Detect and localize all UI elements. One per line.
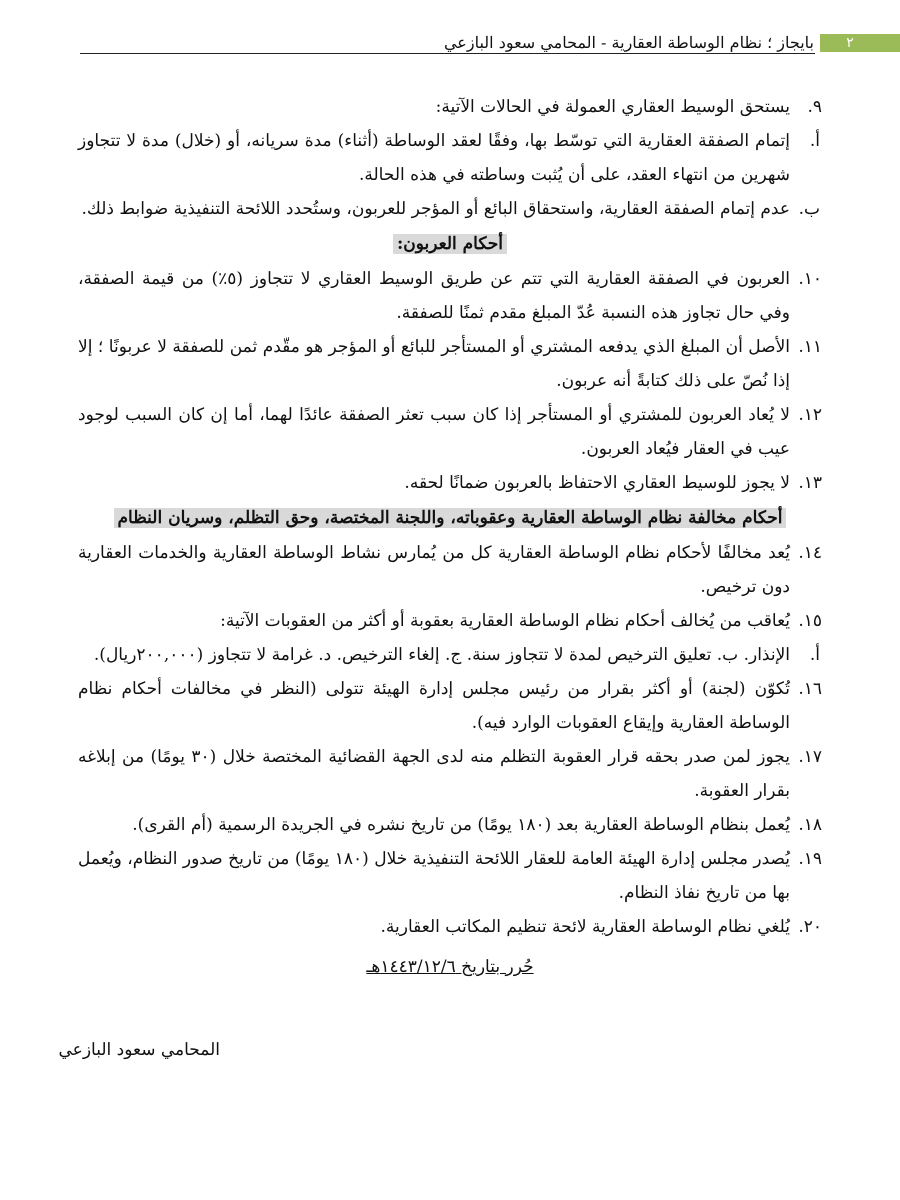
deposit-list [78, 262, 822, 500]
item-text: لا يُعاد العربون للمشتري أو المستأجر إذا كان سبب تعثر الصفقة عائدًا لهما، أما إن كان السبب لوجود عيب في العقار فيُعاد العربون. [78, 405, 790, 459]
item-number: ١٦. [798, 679, 822, 699]
list-item [78, 672, 822, 740]
item-number: ١٢. [798, 405, 822, 425]
list-item [78, 466, 822, 500]
item-number: ٩. [807, 97, 822, 117]
item-text: الأصل أن المبلغ الذي يدفعه المشتري أو المستأجر للبائع أو المؤجر هو مقّدم ثمن للصفقة لا عربونًا ؛ إلا إذا نُصّ على ذلك كتابةً أنه عربون. [78, 337, 790, 391]
list-item [78, 192, 822, 226]
list-item [78, 842, 822, 910]
item-number: ١٠. [798, 269, 822, 289]
page-number: ٢ [846, 35, 854, 51]
item-number: ١٤. [798, 543, 822, 563]
list-item [78, 398, 822, 466]
item-number: ١٩. [798, 849, 822, 869]
list-item [78, 536, 822, 604]
list-item [78, 808, 822, 842]
item-number: أ. [809, 131, 820, 151]
document-body [78, 90, 822, 984]
date-line: حُرر بتاريخ ١٤٤٣/١٢/٦هـ [366, 957, 534, 977]
section-heading-violations: أحكام مخالفة نظام الوساطة العقارية وعقوباته، واللجنة المختصة، وحق التظلم، وسريان النظام [78, 502, 822, 534]
list-item [78, 262, 822, 330]
item-number: ١٨. [798, 815, 822, 835]
item-text: إتمام الصفقة العقارية التي توسّط بها، وفقًا لعقد الوساطة (أثناء) مدة سريانه، أو (خلال) مدة لا تتجاوز شهرين من انتهاء العقد، على أن يُثبت وساطته في هذه الحالة. [78, 131, 790, 185]
list-item [78, 90, 822, 124]
signature: المحامي سعود البازعي [58, 1040, 220, 1060]
item-text: يُلغي نظام الوساطة العقارية لائحة تنظيم المكاتب العقارية. [380, 917, 790, 937]
item-number: ١٧. [798, 747, 822, 767]
item-number: ب. [798, 199, 820, 219]
item-text: يُصدر مجلس إدارة الهيئة العامة للعقار اللائحة التنفيذية خلال (١٨٠ يومًا) من تاريخ صدور النظام، ويُعمل بها من تاريخ نفاذ النظام. [78, 849, 790, 903]
item-number: ١٥. [798, 611, 822, 631]
item-number: ٢٠. [798, 917, 822, 937]
list-item [78, 638, 822, 672]
item-text: تُكوّن (لجنة) أو أكثر بقرار من رئيس مجلس إدارة الهيئة تتولى (النظر في مخالفات أحكام نظام الوساطة العقارية وإيقاع العقوبات الوارد فيه). [78, 679, 790, 733]
item-text: يُعاقب من يُخالف أحكام نظام الوساطة العقارية بعقوبة أو أكثر من العقوبات الآتية: [220, 611, 790, 631]
item-text: العربون في الصفقة العقارية التي تتم عن طريق الوسيط العقاري لا تتجاوز (٥٪) من قيمة الصفقة، وفي حال تجاوز هذه النسبة عُدّ المبلغ مقدم ثمنًا للصفقة. [78, 269, 790, 323]
item-text: يُعد مخالفًا لأحكام نظام الوساطة العقارية كل من يُمارس نشاط الوساطة العقارية والخدمات العقارية دون ترخيص. [78, 543, 790, 597]
item-number: ١٣. [798, 473, 822, 493]
item-text: يُعمل بنظام الوساطة العقارية بعد (١٨٠ يومًا) من تاريخ نشره في الجريدة الرسمية (أم القرى). [132, 815, 790, 835]
header-title: بايجاز ؛ نظام الوساطة العقارية - المحامي سعود البازعي [443, 33, 814, 52]
section-heading-deposit: أحكام العربون: [78, 228, 822, 260]
list-item [78, 330, 822, 398]
violations-list [78, 536, 822, 944]
item-text: الإنذار. ب. تعليق الترخيص لمدة لا تتجاوز سنة. ج. إلغاء الترخيص. د. غرامة لا تتجاوز (٢٠٠,٠٠٠ريال). [93, 645, 790, 665]
item-number: أ. [809, 645, 820, 665]
item-text: يستحق الوسيط العقاري العمولة في الحالات الآتية: [435, 97, 790, 117]
page-header [0, 30, 900, 54]
commission-list [78, 90, 822, 226]
item-text: لا يجوز للوسيط العقاري الاحتفاظ بالعربون ضمانًا لحقه. [404, 473, 790, 493]
list-item [78, 740, 822, 808]
item-text: عدم إتمام الصفقة العقارية، واستحقاق البائع أو المؤجر للعربون، وستُحدد اللائحة التنفيذية ضوابط ذلك. [81, 199, 790, 219]
item-number: ١١. [798, 337, 822, 357]
header-rule [80, 53, 815, 54]
list-item [78, 604, 822, 638]
item-text: يجوز لمن صدر بحقه قرار العقوبة التظلم منه لدى الجهة القضائية المختصة خلال (٣٠ يومًا) من إبلاغه بقرار العقوبة. [78, 747, 791, 801]
list-item [78, 910, 822, 944]
list-item [78, 124, 822, 192]
